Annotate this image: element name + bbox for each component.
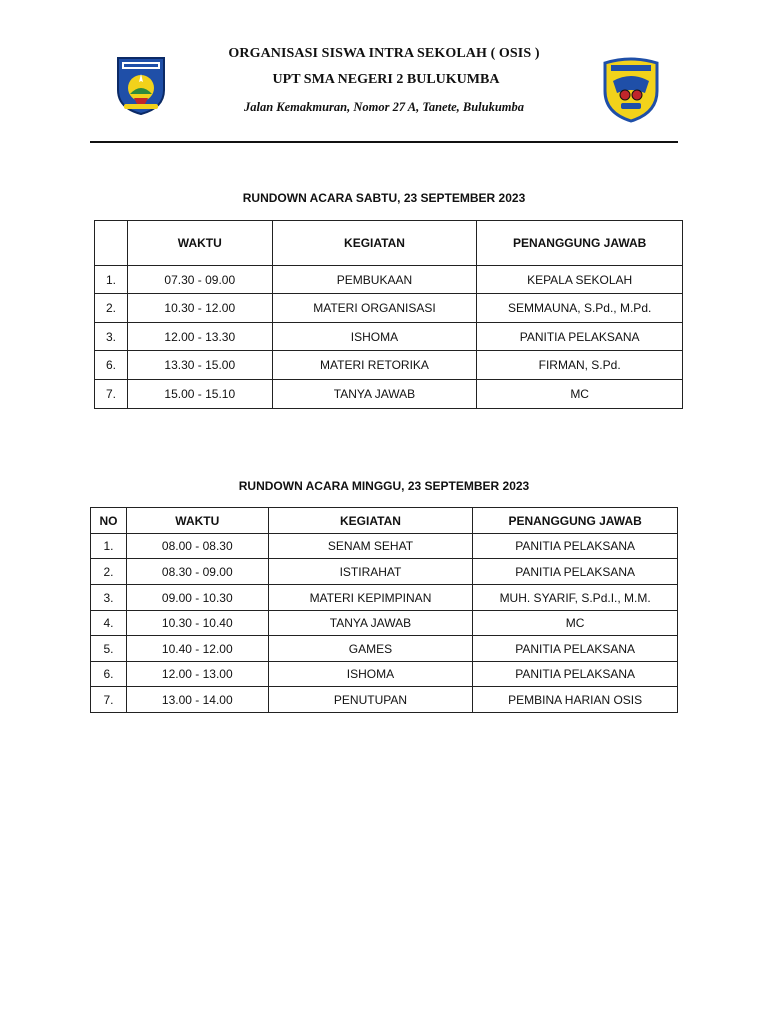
sunday-rundown-table [90,507,678,713]
column-header-no [95,221,128,266]
cell-penanggung-jawab: KEPALA SEKOLAH [477,266,683,294]
table-row [91,559,678,585]
cell-waktu: 15.00 - 15.10 [127,380,272,409]
cell-waktu: 12.00 - 13.00 [126,662,268,687]
cell-waktu: 07.30 - 09.00 [127,266,272,294]
school-name: UPT SMA NEGERI 2 BULUKUMBA [272,72,500,87]
school-emblem-icon [601,57,661,123]
header-divider [90,141,678,143]
table-row [91,636,678,662]
cell-waktu: 13.30 - 15.00 [127,351,272,380]
cell-no: 1. [95,266,128,294]
organization-name: ORGANISASI SISWA INTRA SEKOLAH ( OSIS ) [228,46,540,61]
column-header-waktu: WAKTU [126,508,268,534]
column-header-no: NO [91,508,127,534]
column-header-penanggung-jawab: PENANGGUNG JAWAB [477,221,683,266]
cell-penanggung-jawab: PANITIA PELAKSANA [473,636,678,662]
cell-no: 5. [91,636,127,662]
table-row [95,266,683,294]
saturday-title: RUNDOWN ACARA SABTU, 23 SEPTEMBER 2023 [242,191,526,205]
school-address: Jalan Kemakmuran, Nomor 27 A, Tanete, Bulukumba [243,100,525,114]
cell-kegiatan: MATERI KEPIMPINAN [268,585,473,611]
column-header-kegiatan: KEGIATAN [268,508,473,534]
table-row [91,534,678,559]
cell-kegiatan: ISHOMA [268,662,473,687]
cell-kegiatan: MATERI ORGANISASI [272,294,477,323]
letterhead [0,0,768,150]
cell-penanggung-jawab: SEMMAUNA, S.Pd., M.Pd. [477,294,683,323]
cell-no: 2. [91,559,127,585]
cell-penanggung-jawab: FIRMAN, S.Pd. [477,351,683,380]
cell-no: 3. [91,585,127,611]
cell-kegiatan: ISHOMA [272,323,477,351]
cell-kegiatan: TANYA JAWAB [268,611,473,636]
column-header-kegiatan: KEGIATAN [272,221,477,266]
column-header-waktu: WAKTU [127,221,272,266]
sunday-title: RUNDOWN ACARA MINGGU, 23 SEPTEMBER 2023 [238,479,530,493]
cell-waktu: 08.00 - 08.30 [126,534,268,559]
table-row [95,351,683,380]
column-header-penanggung-jawab: PENANGGUNG JAWAB [473,508,678,534]
table-row [95,380,683,409]
table-row [95,294,683,323]
cell-no: 6. [95,351,128,380]
cell-kegiatan: ISTIRAHAT [268,559,473,585]
cell-kegiatan: MATERI RETORIKA [272,351,477,380]
cell-waktu: 09.00 - 10.30 [126,585,268,611]
cell-penanggung-jawab: MC [477,380,683,409]
table-header-row [91,508,678,534]
table-row [91,687,678,713]
cell-no: 7. [95,380,128,409]
cell-no: 1. [91,534,127,559]
cell-waktu: 12.00 - 13.30 [127,323,272,351]
cell-waktu: 10.30 - 10.40 [126,611,268,636]
cell-penanggung-jawab: MUH. SYARIF, S.Pd.I., M.M. [473,585,678,611]
cell-kegiatan: PEMBUKAAN [272,266,477,294]
cell-waktu: 10.40 - 12.00 [126,636,268,662]
cell-penanggung-jawab: PEMBINA HARIAN OSIS [473,687,678,713]
cell-waktu: 13.00 - 14.00 [126,687,268,713]
cell-kegiatan: GAMES [268,636,473,662]
cell-penanggung-jawab: PANITIA PELAKSANA [477,323,683,351]
cell-penanggung-jawab: PANITIA PELAKSANA [473,534,678,559]
cell-kegiatan: PENUTUPAN [268,687,473,713]
cell-no: 6. [91,662,127,687]
cell-penanggung-jawab: PANITIA PELAKSANA [473,662,678,687]
cell-waktu: 10.30 - 12.00 [127,294,272,323]
table-row [91,662,678,687]
cell-kegiatan: TANYA JAWAB [272,380,477,409]
saturday-rundown-table [94,220,683,409]
table-row [91,585,678,611]
table-row [91,611,678,636]
cell-no: 2. [95,294,128,323]
table-header-row [95,221,683,266]
cell-penanggung-jawab: MC [473,611,678,636]
cell-no: 3. [95,323,128,351]
cell-penanggung-jawab: PANITIA PELAKSANA [473,559,678,585]
cell-no: 7. [91,687,127,713]
cell-no: 4. [91,611,127,636]
cell-kegiatan: SENAM SEHAT [268,534,473,559]
table-row [95,323,683,351]
cell-waktu: 08.30 - 09.00 [126,559,268,585]
